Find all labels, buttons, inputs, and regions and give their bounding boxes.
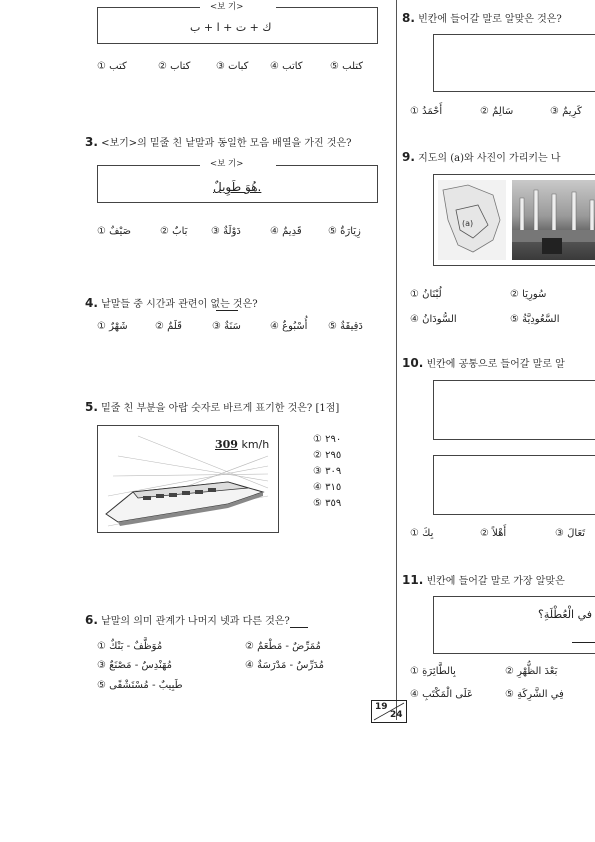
q6-question <box>85 614 290 628</box>
q2-legend: <보 기> <box>206 2 247 12</box>
minaret-icon <box>512 180 595 260</box>
q4-option-5[interactable]: ⑤ دَقِيقَةٌ <box>328 321 363 332</box>
q4-option-2[interactable]: ② قَلَمٌ <box>155 321 182 332</box>
q9-option-5[interactable]: ⑤ السَّعُودِيَّةُ <box>510 314 560 325</box>
q5-speed-unit: km/h <box>241 438 270 451</box>
q10-question <box>402 357 565 371</box>
q11-option-4[interactable]: ④ عَلَى الْمَكْتَبِ <box>410 689 473 700</box>
q3-option-5[interactable]: ⑤ زِيَارَةٌ <box>328 226 361 237</box>
q6-option-1[interactable]: ① مُوَظَّفٌ - بَنْكٌ <box>97 641 163 652</box>
q9-option-2[interactable]: ② سُورِيَا <box>510 289 547 300</box>
q10-option-1[interactable]: ① بِكَ <box>410 528 434 539</box>
arabian-peninsula-map <box>438 180 506 260</box>
q5-option-3[interactable]: ③ ٣٠٩ <box>313 466 342 477</box>
q5-speed-value: 309 <box>215 438 238 451</box>
q3-example-sentence: هُوَ طَوِيلٌ. <box>213 180 262 194</box>
q3-legend: <보 기> <box>206 159 247 169</box>
q2-formula: ك + ت + ا + ب <box>190 21 272 34</box>
q11-dialog-box <box>433 596 595 654</box>
q11-option-2[interactable]: ② بَعْدَ الظُّهْرِ <box>505 666 558 677</box>
q9-option-4[interactable]: ④ السُّودَانُ <box>410 314 457 325</box>
q9-option-1[interactable]: ① لُبْنَانُ <box>410 289 442 300</box>
q11-number: 11. <box>402 573 424 587</box>
q3-question <box>85 136 352 150</box>
q2-legend-line-right <box>276 7 378 8</box>
q6-number: 6. <box>85 613 98 627</box>
q4-option-3[interactable]: ③ سَنَةٌ <box>212 321 241 332</box>
q10-blank-box-1 <box>433 380 595 440</box>
q5-text: 밑줄 친 부분을 아랍 숫자로 바르게 표기한 것은? [1점] <box>101 403 340 414</box>
q6-option-3[interactable]: ③ مُهَنْدِسٌ - مَصْنَعٌ <box>97 660 172 671</box>
q3-option-4[interactable]: ④ قَدِيمٌ <box>270 226 302 237</box>
q6-option-4[interactable]: ④ مُدَرِّسٌ - مَدْرَسَةٌ <box>245 660 324 671</box>
q4-text: 낱말들 중 시간과 관련이 없는 것은? <box>101 299 258 310</box>
q2-option-2[interactable]: ② كتاب <box>158 61 191 72</box>
q4-question <box>85 297 258 311</box>
q10-option-3[interactable]: ③ تَعَالَ <box>555 528 586 539</box>
q6-option-5[interactable]: ⑤ طَبِيبٌ - مُسْتَشْفًى <box>97 680 183 691</box>
q3-text: <보기>의 밑줄 친 낱말과 동일한 모음 배열을 가진 것은? <box>101 138 352 149</box>
q8-text: 빈칸에 들어갈 말로 알맞은 것은? <box>418 14 562 25</box>
q11-blank-line <box>572 642 595 643</box>
q9-number: 9. <box>402 150 415 164</box>
q11-option-1[interactable]: ① بِالطَّائِرَةِ <box>410 666 456 677</box>
q4-underline-marker <box>216 310 238 311</box>
q5-option-5[interactable]: ⑤ ٣٥٩ <box>313 498 342 509</box>
q3-legend-line-right <box>276 165 378 166</box>
q3-option-1[interactable]: ① صَيْفٌ <box>97 226 132 237</box>
q9-question <box>402 151 561 165</box>
q10-option-2[interactable]: ② أَهْلاً <box>480 528 507 539</box>
q5-number: 5. <box>85 400 98 414</box>
q9-text: 지도의 (a)와 사진이 가리키는 나 <box>418 153 561 164</box>
q2-option-3[interactable]: ③ كبات <box>216 61 249 72</box>
mosque-photo <box>512 180 595 260</box>
q11-question <box>402 574 565 588</box>
q10-blank-box-2 <box>433 455 595 515</box>
q2-option-4[interactable]: ④ كاتب <box>270 61 303 72</box>
q2-option-1[interactable]: ① كتب <box>97 61 127 72</box>
q3-legend-line-left <box>97 165 200 166</box>
q4-option-1[interactable]: ① شَهْرٌ <box>97 321 128 332</box>
page-current: 19 <box>375 702 388 712</box>
q5-question <box>85 401 339 415</box>
q3-option-2[interactable]: ② بَابٌ <box>160 226 188 237</box>
q6-option-2[interactable]: ② مُمَرِّضٌ - مَطْعَمٌ <box>245 641 321 652</box>
q5-option-4[interactable]: ④ ٣١٥ <box>313 482 342 493</box>
q5-options <box>313 432 341 512</box>
q8-question <box>402 12 562 26</box>
q4-option-4[interactable]: ④ أُسْبُوعٌ <box>270 321 308 332</box>
q11-option-5[interactable]: ⑤ فِي الشَّرِكَةِ <box>505 689 564 700</box>
q6-text: 낱말의 의미 관계가 나머지 넷과 다른 것은? <box>101 616 290 627</box>
q3-option-3[interactable]: ③ دَوْلَةٌ <box>211 226 241 237</box>
q8-option-1[interactable]: ① أَحْمَدُ <box>410 106 443 117</box>
map-label: (a) <box>462 219 474 228</box>
q6-underline-marker <box>290 627 308 628</box>
page-number-box <box>371 700 407 723</box>
q11-text: 빈칸에 들어갈 말로 가장 알맞은 <box>426 576 565 587</box>
q8-number: 8. <box>402 11 415 25</box>
q2-option-5[interactable]: ⑤ كتلب <box>330 61 364 72</box>
q5-option-1[interactable]: ① ٢٩٠ <box>313 434 342 445</box>
q10-number: 10. <box>402 356 424 370</box>
q8-option-2[interactable]: ② سَالِمٌ <box>480 106 514 117</box>
page-total: 24 <box>390 710 403 720</box>
q5-option-2[interactable]: ② ٢٩٥ <box>313 450 342 461</box>
q10-text: 빈칸에 공통으로 들어갈 말로 알 <box>426 359 565 370</box>
q5-speed-label <box>215 438 269 451</box>
q4-number: 4. <box>85 296 98 310</box>
q2-legend-line-left <box>97 7 200 8</box>
q8-blank-box <box>433 34 595 92</box>
q8-option-3[interactable]: ③ كَرِيمٌ <box>550 106 582 117</box>
q3-number: 3. <box>85 135 98 149</box>
column-divider <box>396 0 397 720</box>
q11-dialog-text: في الْعُطْلَةِ؟ <box>538 608 593 621</box>
